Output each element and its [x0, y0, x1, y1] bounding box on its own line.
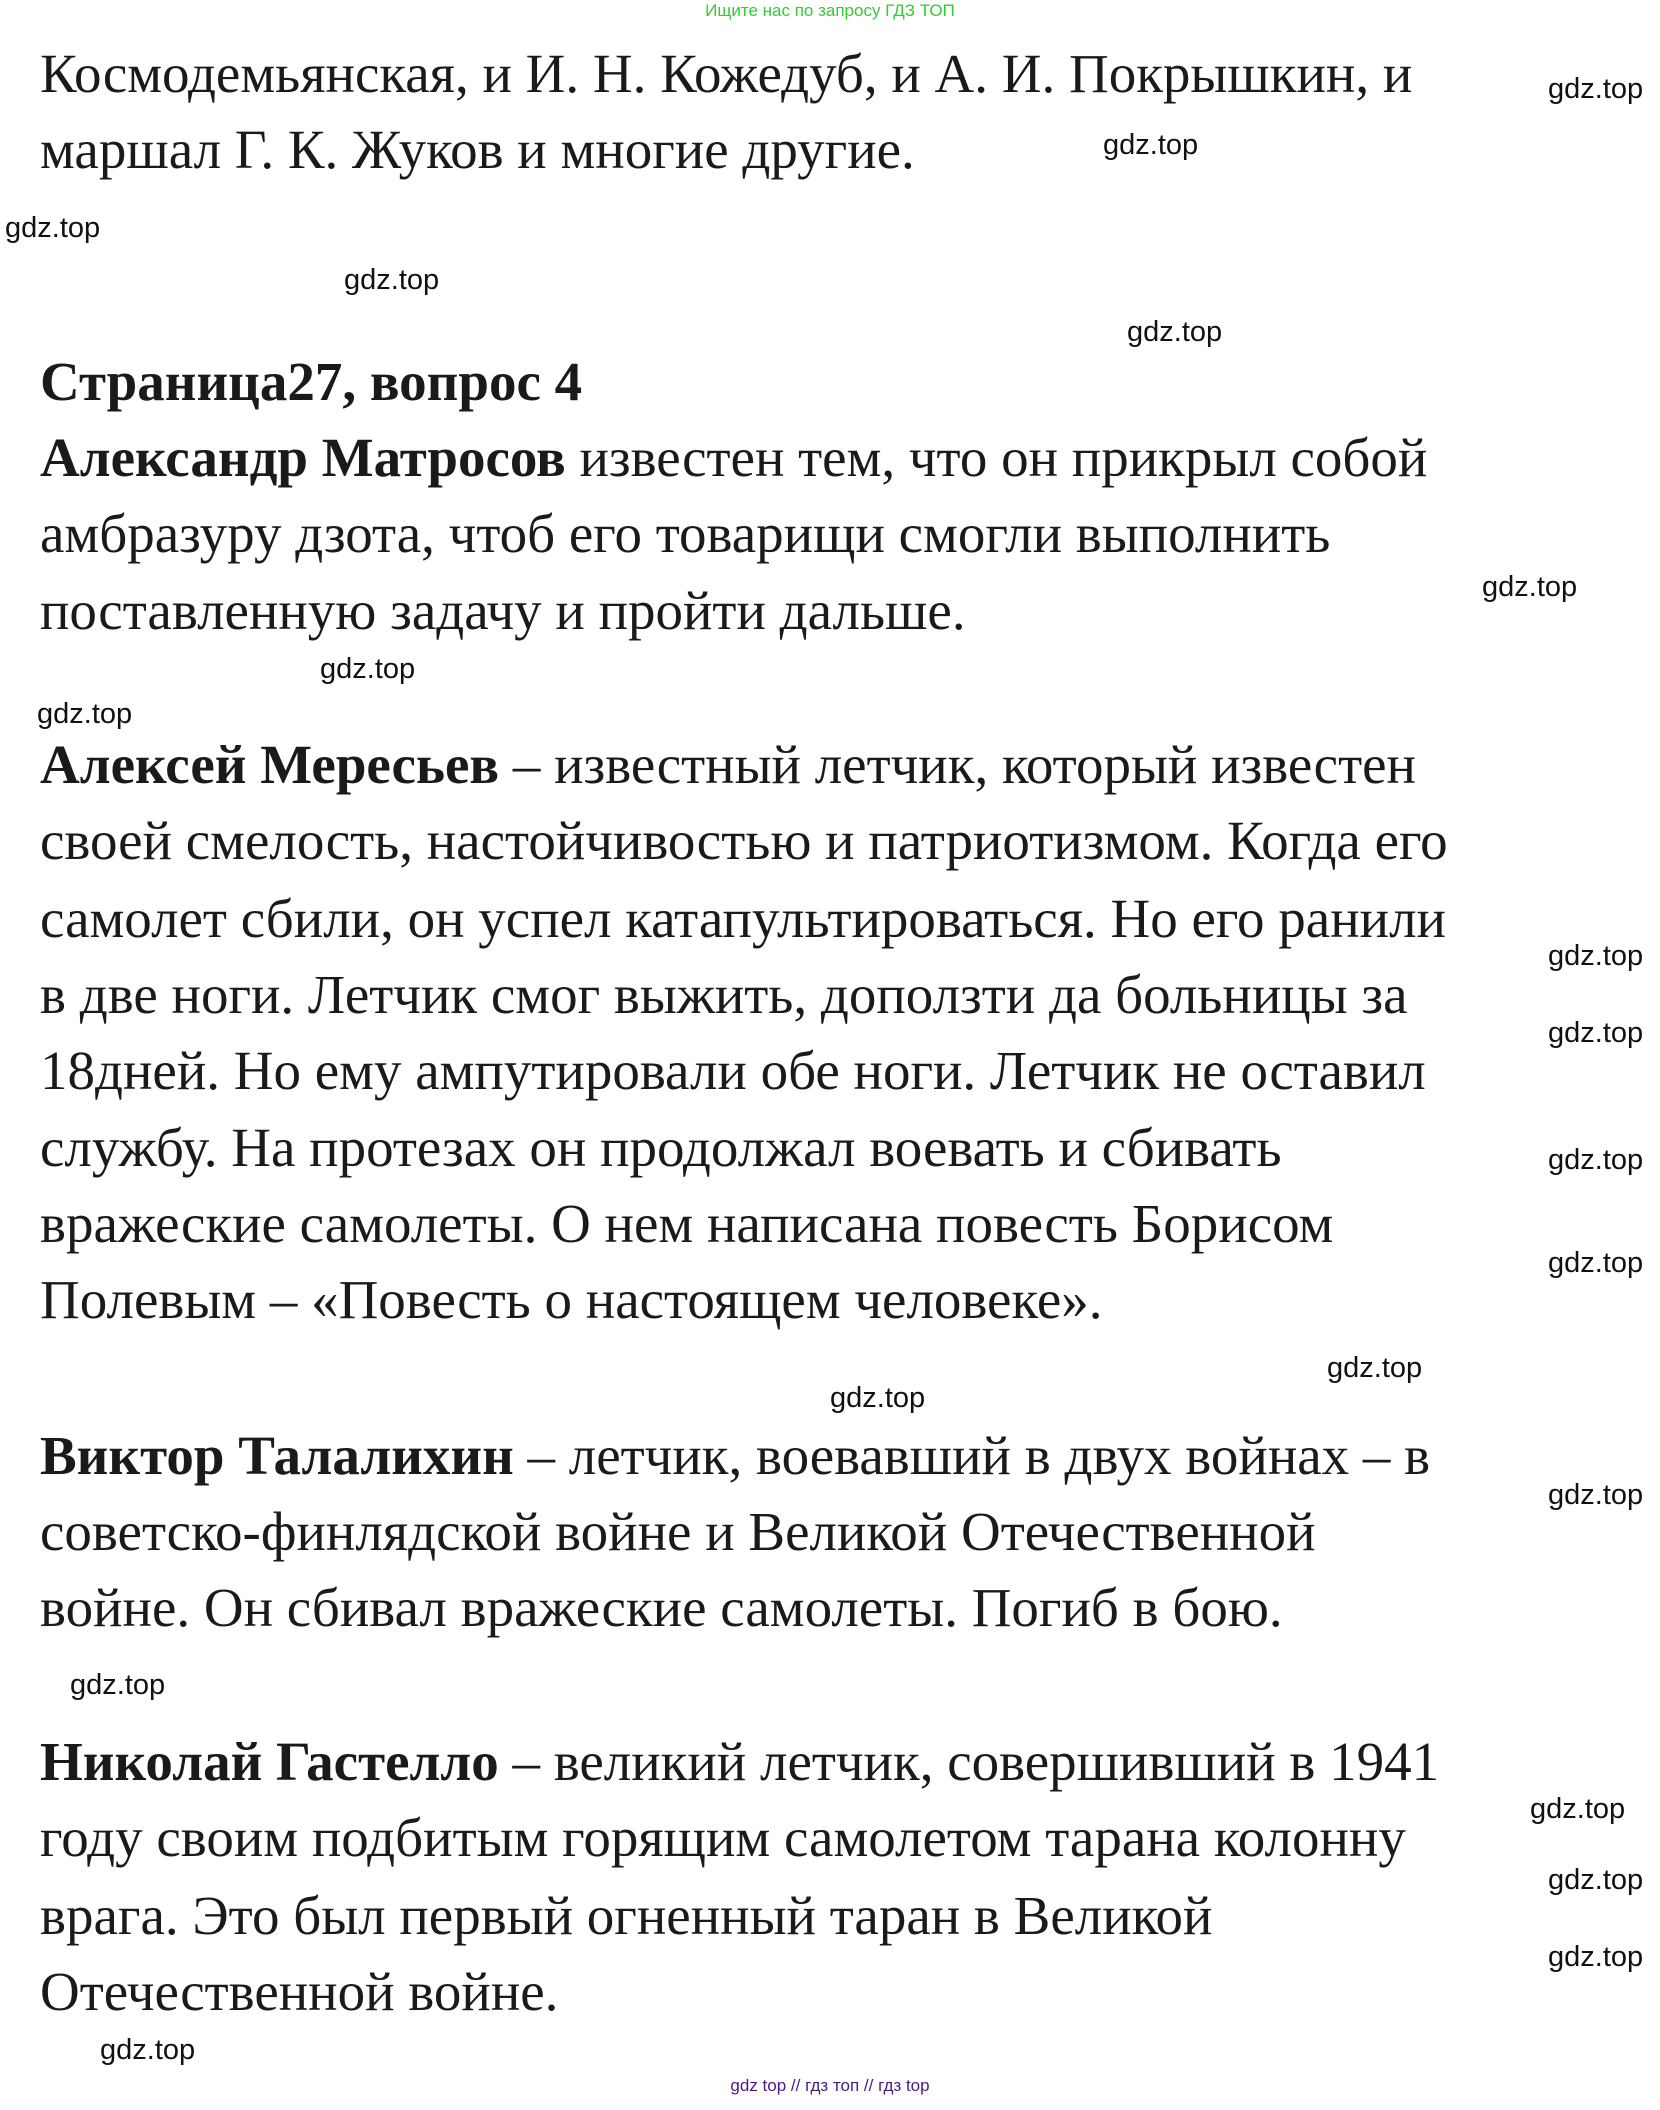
footer-watermark: gdz top // гдз топ // гдз top [730, 2076, 930, 2095]
line-text: – летчик, воевавший в двух войнах – в [513, 1425, 1431, 1486]
watermark-text: gdz.top [70, 1669, 166, 1701]
watermark-text: gdz.top [830, 1382, 926, 1414]
line-text: службу. На протезах он продолжал воевать и сбивать [40, 1117, 1282, 1178]
watermark-text: gdz.top [1482, 571, 1578, 603]
line-text: поставленную задачу и пройти дальше. [40, 580, 966, 641]
text-line [40, 112, 915, 188]
line-text: вражеские самолеты. О нем написана повесть Борисом [40, 1193, 1334, 1254]
watermark-text: gdz.top [37, 698, 133, 730]
text-line [40, 1186, 1333, 1262]
text-line [40, 1570, 1283, 1646]
bold-name: Алексей Мересьев [40, 734, 500, 795]
text-line [40, 1110, 1282, 1186]
text-line [40, 1262, 1102, 1338]
line-text: в две ноги. Летчик смог выжить, доползти да больницы за [40, 964, 1408, 1025]
text-line [40, 881, 1446, 957]
text-line [40, 727, 1416, 803]
watermark-text: gdz.top [1548, 73, 1644, 105]
text-line [40, 496, 1330, 572]
bold-name: Страница27, вопрос 4 [40, 351, 583, 412]
watermark-text: gdz.top [1548, 940, 1644, 972]
line-text: войне. Он сбивал вражеские самолеты. Погиб в бою. [40, 1577, 1283, 1638]
text-line [40, 1494, 1316, 1570]
watermark-text: gdz.top [1327, 1352, 1423, 1384]
line-text: самолет сбили, он успел катапультироваться. Но его ранили [40, 888, 1446, 949]
text-line [40, 420, 1427, 496]
search-banner: Ищите нас по запросу ГДЗ ТОП [705, 1, 955, 20]
text-line [40, 1954, 558, 2030]
line-text: своей смелость, настойчивостью и патриотизмом. Когда его [40, 810, 1448, 871]
line-text: году своим подбитым горящим самолетом тарана колонну [40, 1807, 1406, 1868]
watermark-text: gdz.top [344, 264, 440, 296]
line-text: Полевым – «Повесть о настоящем человеке». [40, 1269, 1103, 1330]
text-line [40, 1418, 1430, 1494]
text-line [40, 1878, 1212, 1954]
text-line [40, 1724, 1439, 1800]
bold-name: Николай Гастелло [40, 1731, 499, 1792]
text-line [40, 36, 1412, 112]
watermark-text: gdz.top [1530, 1793, 1626, 1825]
section-heading [40, 344, 582, 420]
line-text: 18дней. Но ему ампутировали обе ноги. Летчик не оставил [40, 1040, 1426, 1101]
line-text: врага. Это был первый огненный таран в Великой [40, 1885, 1213, 1946]
bold-name: Виктор Талалихин [40, 1425, 514, 1486]
line-text: амбразуру дзота, чтоб его товарищи смогли выполнить [40, 503, 1331, 564]
watermark-text: gdz.top [1548, 1247, 1644, 1279]
watermark-text: gdz.top [5, 212, 101, 244]
watermark-text: gdz.top [1127, 316, 1223, 348]
text-line [40, 1033, 1426, 1109]
watermark-text: gdz.top [1548, 1017, 1644, 1049]
watermark-text: gdz.top [1548, 1864, 1644, 1896]
text-line [40, 1800, 1406, 1876]
watermark-text: gdz.top [1103, 129, 1199, 161]
bold-name: Александр Матросов [40, 427, 566, 488]
line-text: Отечественной войне. [40, 1961, 559, 2022]
line-text: – великий летчик, совершивший в 1941 [498, 1731, 1440, 1792]
watermark-text: gdz.top [100, 2034, 196, 2066]
text-line [40, 803, 1448, 879]
watermark-text: gdz.top [1548, 1479, 1644, 1511]
text-line [40, 573, 966, 649]
watermark-text: gdz.top [1548, 1144, 1644, 1176]
watermark-text: gdz.top [320, 653, 416, 685]
line-text: Космодемьянская, и И. Н. Кожедуб, и А. И. Покрышкин, и [40, 43, 1413, 104]
line-text: известен тем, что он прикрыл собой [565, 427, 1428, 488]
line-text: – известный летчик, который известен [499, 734, 1416, 795]
text-line [40, 957, 1408, 1033]
line-text: советско-финлядской войне и Великой Отечественной [40, 1501, 1316, 1562]
watermark-text: gdz.top [1548, 1941, 1644, 1973]
line-text: маршал Г. К. Жуков и многие другие. [40, 119, 915, 180]
